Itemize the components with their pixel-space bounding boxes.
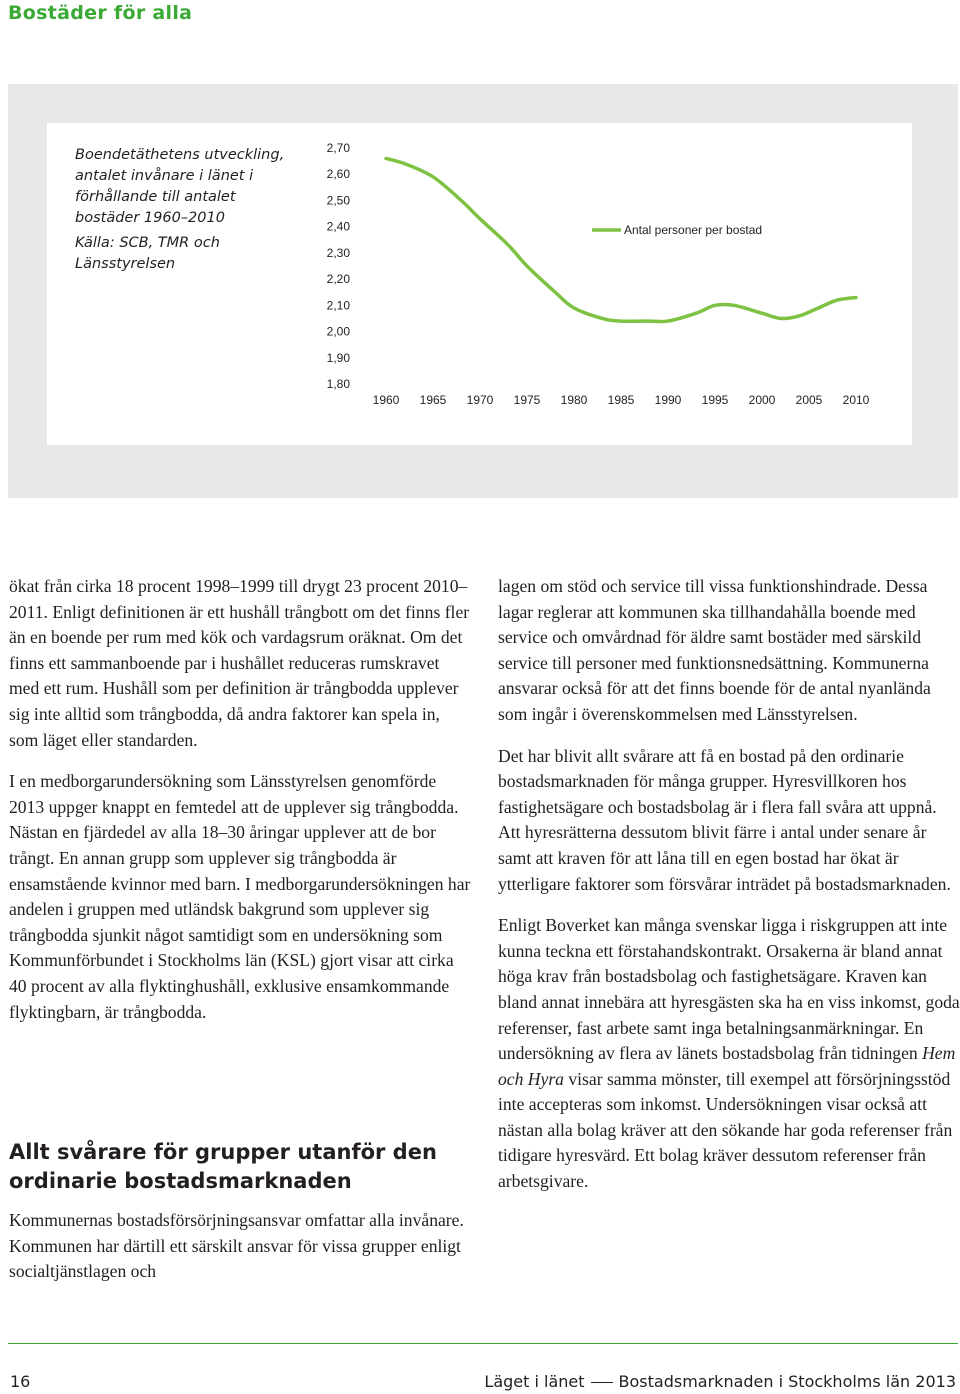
left-paragraph-2: I en medborgarundersökning som Länsstyrelsen genomförde 2013 uppger knappt en femtedel att de upplever sig trångbodda. Nästan en fjärdedel av alla 18–30 åringar upplever att de bor trångt. En annan grupp som upplever sig trångbodda är ensamstående kvinnor med barn. I medborgarundersökningen har andelen i gruppen med utländsk bakgrund som upplever sig trångbodda sjunkit något samtidigt som en undersökning som Kommunförbundet i Stockholms län (KSL) gjort visar att cirka 40 procent av alla flyktinghushåll, exklusive ensamkommande flyktingbarn, är trångbodda. xyxy=(9,771,471,1022)
x-tick-label: 2010 xyxy=(842,393,870,407)
right-paragraph-2: Det har blivit allt svårare att få en bostad på den ordinarie bostadsmarknaden för många grupper. Hyresvillkoren hos fastighetsägare och bostadsbolag är i flera fall svåra att uppnå. Att hyresrätterna dessutom blivit färre i antal under senare år samt att kraven för att låna till en egen bostad har ökat är ytterligare faktorer som försvårar inträdet på bostadsmarknaden. xyxy=(498,745,951,894)
footer-title xyxy=(484,1372,956,1391)
section-heading: Allt svårare för grupper utanför den ordinarie bostadsmarknaden xyxy=(9,1140,437,1193)
x-tick-label: 1965 xyxy=(419,393,447,407)
caption-title: Boendetäthetens utveckling, antalet invånare i länet i förhållande till antalet bostäder 1960–2010 xyxy=(75,147,285,226)
x-tick-label: 1960 xyxy=(372,393,400,407)
x-tick-label: 1995 xyxy=(701,393,729,407)
legend-label: Antal personer per bostad xyxy=(624,223,763,237)
line-chart xyxy=(0,0,960,520)
heading-intro: Kommunernas bostadsförsörjningsansvar omfattar alla invånare. Kommunen har därtill ett särskilt ansvar för vissa grupper enligt socialtjänstlagen och xyxy=(9,1210,464,1282)
x-axis-ticks xyxy=(373,393,870,407)
right-paragraph-1: lagen om stöd och service till vissa funktionshindrade. Dessa lagar reglerar att kommunen ska tillhandahålla boende med service och omvårdnad för äldre samt bostäder med särskild service till personer med funktionsnedsättning. Kommunerna ansvarar också för att det finns boende för de antal nyanlända som ingår i överenskommelsen med Länsstyrelsen. xyxy=(498,576,931,724)
y-tick-label: 2,20 xyxy=(326,272,350,287)
footer-separator xyxy=(591,1382,613,1383)
y-tick-label: 2,70 xyxy=(326,141,350,155)
left-column xyxy=(9,574,471,1025)
x-tick-label: 1990 xyxy=(654,393,682,407)
legend xyxy=(592,223,762,237)
caption-source: Källa: SCB, TMR och Länsstyrelsen xyxy=(75,235,220,272)
footer-subtitle: Bostadsmarknaden i Stockholms län 2013 xyxy=(618,1372,956,1391)
y-tick-label: 1,80 xyxy=(326,377,350,391)
y-axis-ticks xyxy=(327,141,351,391)
y-tick-label: 2,10 xyxy=(326,298,350,313)
x-tick-label: 2000 xyxy=(748,393,776,407)
footer-divider xyxy=(8,1343,958,1344)
y-tick-label: 2,60 xyxy=(326,167,350,182)
right-paragraph-3 xyxy=(498,913,960,1195)
magazine-name: Hem och Hyra xyxy=(498,1043,956,1089)
right-paragraph-3-part-b: visar samma mönster, till exempel att försörjningsstöd inte accepteras som inkomst. Undersökningen visar också att nästan alla bolag kräver att den sökande har goda referenser från tidigare hyresvärd. Ett bolag kräver dessutom referenser från arbetsgivare. xyxy=(498,1068,953,1192)
right-paragraph-3-part-a: Enligt Boverket kan många svenskar ligga i riskgruppen att inte kunna teckna ett förstahandskontrakt. Orsakerna är bland annat höga krav från bostadsbolag och fastighetsägare. Kraven kan bland annat innebära att hyresgästen ska ha en viss inkomst, goda referenser, fast arbete samt inga betalningsanmärkningar. En undersökning av flera av länets bostadsbolag från tidningen xyxy=(498,915,960,1064)
x-tick-label: 1975 xyxy=(513,393,541,407)
y-tick-label: 1,90 xyxy=(326,350,350,365)
y-tick-label: 2,00 xyxy=(326,324,350,339)
footer-publication: Läget i länet xyxy=(484,1372,585,1391)
y-tick-label: 2,40 xyxy=(326,219,350,234)
left-paragraph-1: ökat från cirka 18 procent 1998–1999 till drygt 23 procent 2010–2011. Enligt definitionen är ett hushåll trångbott om det finns fler än en boende per rum med kök och vardagsrum oräknat. Om det finns ett sammanboende par i hushållet reduceras rumskravet med ett rum. Hushåll som per definition är trångbodda upplever sig inte alltid som trångbodda, då andra faktorer kan spela in, som läget eller standarden. xyxy=(9,576,470,750)
x-tick-label: 1985 xyxy=(607,393,635,407)
y-tick-label: 2,30 xyxy=(326,245,350,260)
right-column xyxy=(498,574,960,1195)
page-number: 16 xyxy=(10,1372,31,1391)
y-tick-label: 2,50 xyxy=(326,193,350,208)
x-tick-label: 1980 xyxy=(560,393,588,407)
section-header: Bostäder för alla xyxy=(8,2,193,24)
series-line xyxy=(386,158,856,321)
x-tick-label: 2005 xyxy=(795,393,823,407)
x-tick-label: 1970 xyxy=(466,393,494,407)
series-lines xyxy=(386,158,856,321)
